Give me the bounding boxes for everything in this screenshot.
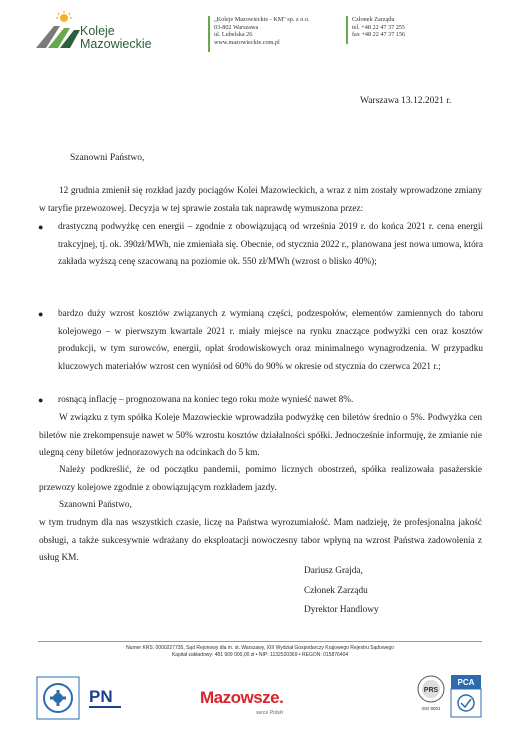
price-paragraph: W związku z tym spółka Koleje Mazowieckie wprowadziła podwyżkę cen biletów średnio o 5%. Podwyżka cen biletów nie zrekompensuje nawet w 50% wzrostu kosztów działalności spółki. Jednocześnie informuję, że zmianie nie ulegną ceny biletów jednorazowych na odcinkach do 5 km. bbox=[39, 413, 482, 459]
bullet-icon: ● bbox=[38, 309, 44, 319]
logo-mark-icon bbox=[34, 10, 80, 50]
bullet-icon: ● bbox=[38, 395, 44, 405]
footer-capital: Kapitał zakładowy: 481 909 000,00 zł • NIP: 1132520369 • REGON: 015876404 bbox=[171, 652, 349, 658]
prs-certificate bbox=[416, 674, 446, 725]
company-street: ul. Lubelska 26 bbox=[214, 31, 253, 39]
company-name: „Koleje Mazowieckie - KM" sp. z o.o. bbox=[214, 16, 310, 23]
bullet-text: drastyczną podwyżkę cen energii – zgodnie z obowiązującą od września 2019 r. do końca 2021 r. cena energii trakcyjnej, tj. ok. 390zł/MWh, nie zmieniała się. Obecnie, od stycznia 2022 r., planowana jest nowa umowa, która zakłada wyższą cenę szacowaną na poziomie ok. 550 zł/MWh (wzrost o blisko 40%); bbox=[58, 222, 483, 268]
salutation: Szanowni Państwo, bbox=[70, 153, 145, 163]
signature-role: Członek Zarządu bbox=[304, 585, 368, 596]
certificate-badge-icon bbox=[36, 676, 80, 720]
partner-logo-1 bbox=[36, 676, 80, 725]
pca-badge-icon bbox=[450, 674, 482, 720]
mazowsze-tagline: serce Polski bbox=[256, 710, 283, 716]
signature-name: Dariusz Grajda, bbox=[304, 566, 363, 576]
bullet-item bbox=[38, 219, 483, 272]
letter-date: Warszawa 13.12.2021 r. bbox=[360, 96, 452, 106]
pca-label: PCA bbox=[457, 678, 475, 687]
board-contact bbox=[352, 16, 405, 39]
mazowsze-logo: Mazowsze. bbox=[200, 688, 284, 707]
bullet-item bbox=[38, 306, 483, 376]
logo-line2: Mazowieckie bbox=[80, 37, 152, 51]
pandemic-paragraph: Należy podkreślić, że od początku pandemii, pomimo licznych obostrzeń, spółka realizowała pasażerskie przewozy kolejowe zgodnie z obowiązującym rozkładem jazdy. bbox=[39, 465, 482, 493]
logo-line1: Koleje bbox=[80, 24, 115, 38]
header-divider-2 bbox=[346, 16, 348, 44]
partner-logo-2 bbox=[86, 682, 124, 717]
board-fax: fax +48 22 47 37 156 bbox=[352, 31, 406, 39]
footer-divider bbox=[38, 641, 482, 642]
board-title: Członek Zarządu bbox=[352, 16, 395, 23]
railway-partner-icon bbox=[86, 682, 124, 712]
signature-block bbox=[304, 562, 379, 621]
iso-label: ISO 9001 bbox=[421, 706, 441, 711]
company-postcode: 03-802 Warszawa bbox=[214, 23, 259, 31]
closing-paragraph: w tym trudnym dla nas wszystkich czasie, liczę na Państwa wyrozumiałość. Mam nadzieję, że profesjonalna jakość obsługi, a także sukcesywnie wdrażany do eksploatacji nowoczesny tabor wpłyną na wzrost Państwa zadowolenia z usług KM. bbox=[39, 518, 482, 564]
salutation-2: Szanowni Państwo, bbox=[59, 500, 132, 510]
signature-department: Dyrektor Handlowy bbox=[304, 605, 379, 615]
board-phone: tel. +48 22 47 37 255 bbox=[352, 23, 405, 31]
bullet-text: bardzo duży wzrost kosztów związanych z wymianą części, podzespołów, elementów zamiennych do taboru kolejowego – w pierwszym kwartale 2021 r. miały miejsce na rynku znaczące podwyżki cen oraz kosztów produkcji, w tym surowców, energii, opłat środowiskowych oraz minimalnego wynagrodzenia. W przypadku kluczowych materiałów wzrost cen wyniósł od 60% do 90% w okresie od stycznia do czerwca 2021 r.; bbox=[58, 309, 483, 372]
header-divider bbox=[208, 16, 210, 52]
company-address bbox=[214, 16, 309, 46]
pca-certificate bbox=[450, 674, 482, 725]
bullet-icon: ● bbox=[38, 222, 44, 232]
iso-certificate-icon bbox=[416, 674, 446, 720]
footer-registry: Numer KRS: 0000227735, Sąd Rejonowy dla m. st. Warszawy, XIII Wydział Gospodarczy Krajowego Rejestru Sądowego bbox=[126, 645, 394, 651]
bullet-item bbox=[38, 392, 483, 410]
bullet-text: rosnącą inflację – prognozowana na koniec tego roku może wynieść nawet 8%. bbox=[58, 395, 354, 405]
company-website: www.mazowieckie.com.pl bbox=[214, 38, 280, 46]
logo-text bbox=[80, 25, 152, 51]
prs-label: PRS bbox=[423, 687, 439, 694]
svg-text:PN: PN bbox=[89, 687, 113, 706]
intro-paragraph: 12 grudnia zmienił się rozkład jazdy pociągów Kolei Mazowieckich, a wraz z nim zostały wprowadzone zmiany w taryfie przewozowej. Decyzja w tej sprawie została tak naprawdę wymuszona przez: bbox=[39, 186, 482, 214]
